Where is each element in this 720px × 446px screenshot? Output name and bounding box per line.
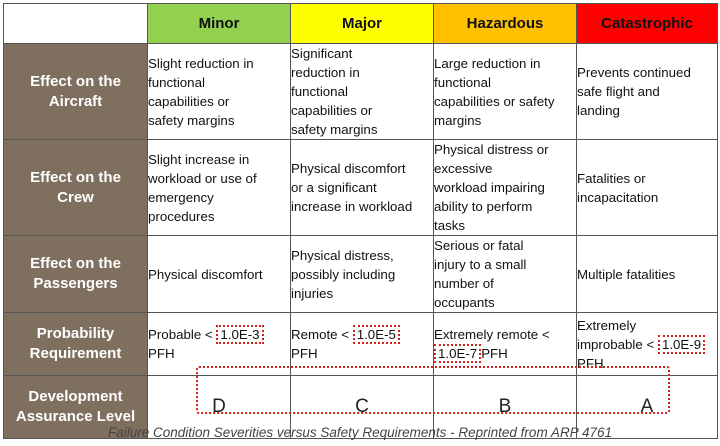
cell-passengers-major: Physical distress, possibly including injuries (291, 236, 434, 313)
cell-aircraft-catastrophic: Prevents continued safe flight and landing (577, 44, 718, 140)
row-header-probability: Probability Requirement (4, 313, 148, 376)
dal-hazardous: B (434, 376, 577, 439)
row-crew (4, 140, 718, 236)
corner-cell (4, 4, 148, 44)
probability-value-hazardous: 1.0E-7 (434, 344, 481, 363)
column-header-catastrophic: Catastrophic (577, 4, 718, 44)
row-aircraft (4, 44, 718, 140)
cell-aircraft-minor: Slight reduction in functional capabilities or safety margins (148, 44, 291, 140)
severity-header-row (4, 4, 718, 44)
figure-caption: Failure Condition Severities versus Safety Requirements - Reprinted from ARP 4761 (108, 425, 612, 440)
row-header-aircraft: Effect on the Aircraft (4, 44, 148, 140)
cell-aircraft-hazardous: Large reduction in functional capabilities or safety margins (434, 44, 577, 140)
cell-crew-minor: Slight increase in workload or use of emergency procedures (148, 140, 291, 236)
cell-crew-catastrophic: Fatalities or incapacitation (577, 140, 718, 236)
cell-probability-hazardous: Extremely remote < 1.0E-7 PFH (434, 313, 577, 376)
cell-crew-hazardous: Physical distress or excessive workload impairing ability to perform tasks (434, 140, 577, 236)
cell-probability-major: Remote < 1.0E-5 PFH (291, 313, 434, 376)
row-header-crew: Effect on the Crew (4, 140, 148, 236)
row-probability (4, 313, 718, 376)
cell-probability-catastrophic: Extremely improbable < 1.0E-9 PFH (577, 313, 718, 376)
cell-passengers-catastrophic: Multiple fatalities (577, 236, 718, 313)
severity-table (3, 3, 718, 439)
cell-passengers-hazardous: Serious or fatal injury to a small number of occupants (434, 236, 577, 313)
column-header-major: Major (291, 4, 434, 44)
cell-crew-major: Physical discomfort or a significant increase in workload (291, 140, 434, 236)
row-header-dal: Development Assurance Level (4, 376, 148, 439)
cell-passengers-minor: Physical discomfort (148, 236, 291, 313)
cell-probability-minor: Probable < 1.0E-3 PFH (148, 313, 291, 376)
dal-major: C (291, 376, 434, 439)
probability-value-major: 1.0E-5 (353, 325, 400, 344)
column-header-hazardous: Hazardous (434, 4, 577, 44)
column-header-minor: Minor (148, 4, 291, 44)
row-header-passengers: Effect on the Passengers (4, 236, 148, 313)
probability-value-minor: 1.0E-3 (216, 325, 263, 344)
dal-minor: D (148, 376, 291, 439)
cell-aircraft-major: Significant reduction in functional capabilities or safety margins (291, 44, 434, 140)
row-passengers (4, 236, 718, 313)
probability-value-catastrophic: 1.0E-9 (658, 335, 705, 354)
dal-catastrophic: A (577, 376, 718, 439)
